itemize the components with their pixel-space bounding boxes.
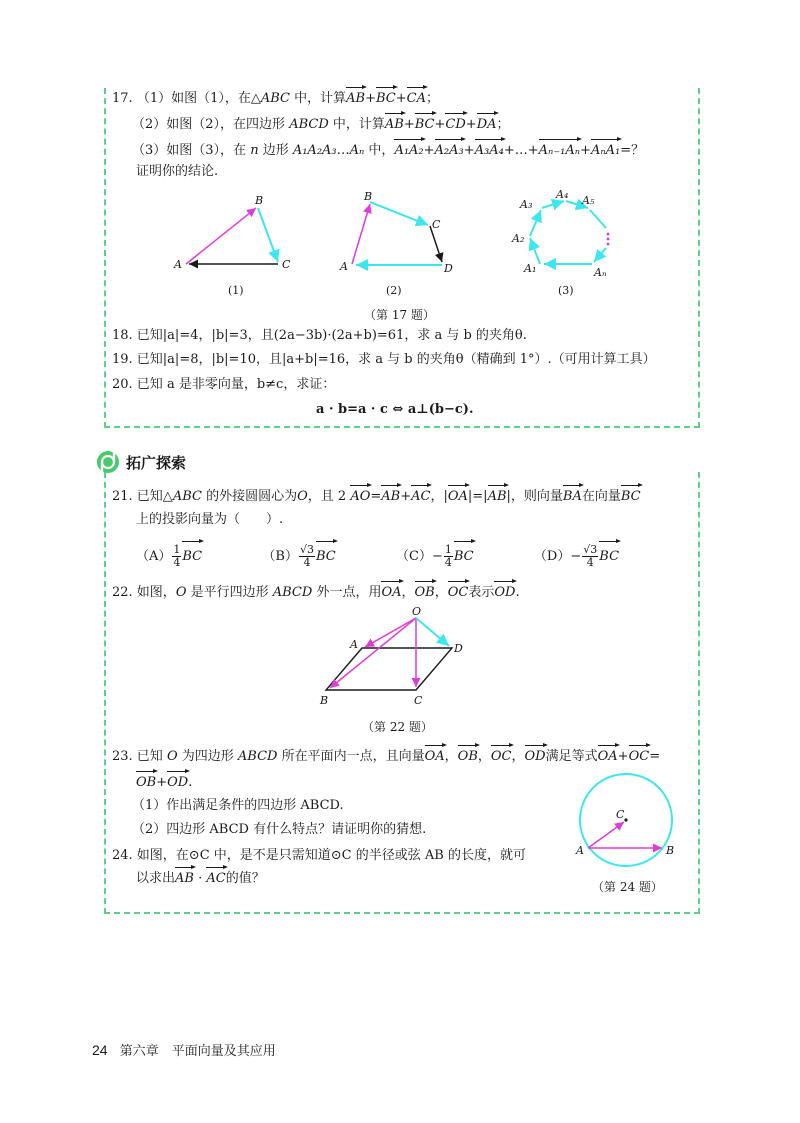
q21-options xyxy=(136,540,619,571)
fig1-label-c: C xyxy=(282,258,291,271)
fig3-label-a4: A₄ xyxy=(556,188,569,201)
fig1-label-b: B xyxy=(255,194,264,207)
fig2-vector-ab xyxy=(352,204,370,264)
q21-option-c: （C）− $\frac{1}{4}$ BC xyxy=(396,549,474,564)
q22-figure xyxy=(310,604,480,712)
q22-label-o: O xyxy=(412,605,422,618)
q24-caption: （第 24 题） xyxy=(592,880,663,894)
parallelogram-abcd xyxy=(326,648,452,690)
fig1-caption: (1) xyxy=(228,284,244,297)
fig2-label-c: C xyxy=(432,218,441,231)
fig3-vector-an-1an xyxy=(594,248,606,262)
fig1-vector-bc xyxy=(258,208,278,262)
fig2-label-d: D xyxy=(444,262,453,275)
fig3-dot xyxy=(607,233,610,236)
q24-line1: 24. 如图，在⊙C 中，是不是只需知道⊙C 的半径或弦 AB 的长度，就可 xyxy=(112,848,526,863)
fig3-label-a5: A₅ xyxy=(582,194,595,207)
q24-label-a: A xyxy=(576,844,584,857)
q23-line1: 23. 已知 O 为四边形 ABCD 所在平面内一点，且向量OA，OB，OC，OD满足等式OA+OC= xyxy=(112,744,660,767)
q21-line1: 21. 已知△ABC 的外接圆圆心为O，且 2 AO=AB+AC，|OA|=|AB|，则向量BA在向量BC xyxy=(112,484,641,507)
q21-option-d: （D）− $\frac{√3}{4}$ BC xyxy=(534,549,619,564)
fig2-label-a: A xyxy=(340,260,348,273)
q21-line2: 上的投影向量为（ ）. xyxy=(136,512,284,527)
fig3-caption: (3) xyxy=(558,284,574,297)
q24-label-c: C xyxy=(616,808,625,821)
q23-line2: OB+OD. xyxy=(136,770,192,793)
q23-part1: （1）作出满足条件的四边形 ABCD. xyxy=(132,798,344,813)
page-footer xyxy=(92,1040,276,1059)
fig2-label-b: B xyxy=(364,190,373,203)
q22-label-c: C xyxy=(414,694,423,707)
q22-label-d: D xyxy=(454,642,463,655)
fig2-caption: (2) xyxy=(386,284,402,297)
vector-oa xyxy=(365,618,416,647)
q17-figures xyxy=(160,188,660,298)
fig3-segment-a5 xyxy=(590,210,606,228)
q24-line2: 以求出AB · AC的值？ xyxy=(136,866,265,889)
fig3-label-a1: A₁ xyxy=(524,262,537,275)
q22-label-b: B xyxy=(320,694,329,707)
q17-part3: （3）如图（3），在 n 边形 A₁A₂A₃…Aₙ 中，A₁A₂+A₂A₃+A₃A₄+…+Aₙ₋₁Aₙ+AₙA₁=？ xyxy=(132,138,644,161)
fig3-vector-a1a2 xyxy=(530,238,540,264)
q17-part1: 17. （1）如图（1），在△ABC 中，计算AB+BC+CA； xyxy=(112,86,439,109)
q21-option-b: （B） $\frac{√3}{4}$ BC xyxy=(262,549,335,564)
fig2-vector-bc xyxy=(370,202,428,225)
section-icon xyxy=(96,450,120,474)
fig3-vector-a2a3 xyxy=(530,210,541,236)
q17-part2: （2）如图（2），在四边形 ABCD 中，计算AB+BC+CD+DA； xyxy=(132,112,510,135)
fig3-label-a2: A₂ xyxy=(512,232,525,245)
fig3-dot xyxy=(607,238,610,241)
q20-text: 20. 已知 a 是非零向量，b≠c，求证： xyxy=(112,377,336,392)
vector-od xyxy=(416,618,449,646)
q21-option-a: （A） $\frac{1}{4}$ BC xyxy=(136,549,202,564)
vector-ac xyxy=(588,822,624,848)
q18-text: 18. 已知|a|=4，|b|=3，且(2a−3b)·(2a+b)=61，求 a 与 b 的夹角θ. xyxy=(112,328,527,343)
q22-caption: （第 22 题） xyxy=(362,720,433,734)
fig2-vector-cd xyxy=(430,226,442,262)
q20-formula: a · b=a · c ⇔ a⊥(b−c). xyxy=(316,402,474,417)
fig1-label-a: A xyxy=(174,258,182,271)
q22-label-a: A xyxy=(350,638,358,651)
section-title: 拓广探索 xyxy=(126,454,187,472)
q19-text: 19. 已知|a|=8，|b|=10，且|a+b|=16，求 a 与 b 的夹角θ（精确到 1°）.（可用计算工具） xyxy=(112,352,656,367)
q17-part3-line2: 证明你的结论. xyxy=(136,164,219,179)
chapter-title: 第六章 平面向量及其应用 xyxy=(119,1044,276,1059)
center-point xyxy=(624,818,627,821)
fig3-label-an: Aₙ xyxy=(594,266,607,279)
fig1-vector-ab xyxy=(186,208,256,264)
q24-figure xyxy=(570,768,686,872)
page-number: 24 xyxy=(92,1042,108,1058)
q23-part2: （2）四边形 ABCD 有什么特点？请证明你的猜想. xyxy=(132,822,427,837)
q24-label-b: B xyxy=(666,844,675,857)
fig3-label-a3: A₃ xyxy=(520,198,533,211)
q17-caption: （第 17 题） xyxy=(364,308,435,322)
q22-text: 22. 如图，O 是平行四边形 ABCD 外一点，用OA，OB，OC表示OD. xyxy=(112,580,520,603)
vector-ob xyxy=(330,618,416,688)
fig3-vector-a3a4 xyxy=(542,201,564,208)
fig3-dot xyxy=(607,243,610,246)
